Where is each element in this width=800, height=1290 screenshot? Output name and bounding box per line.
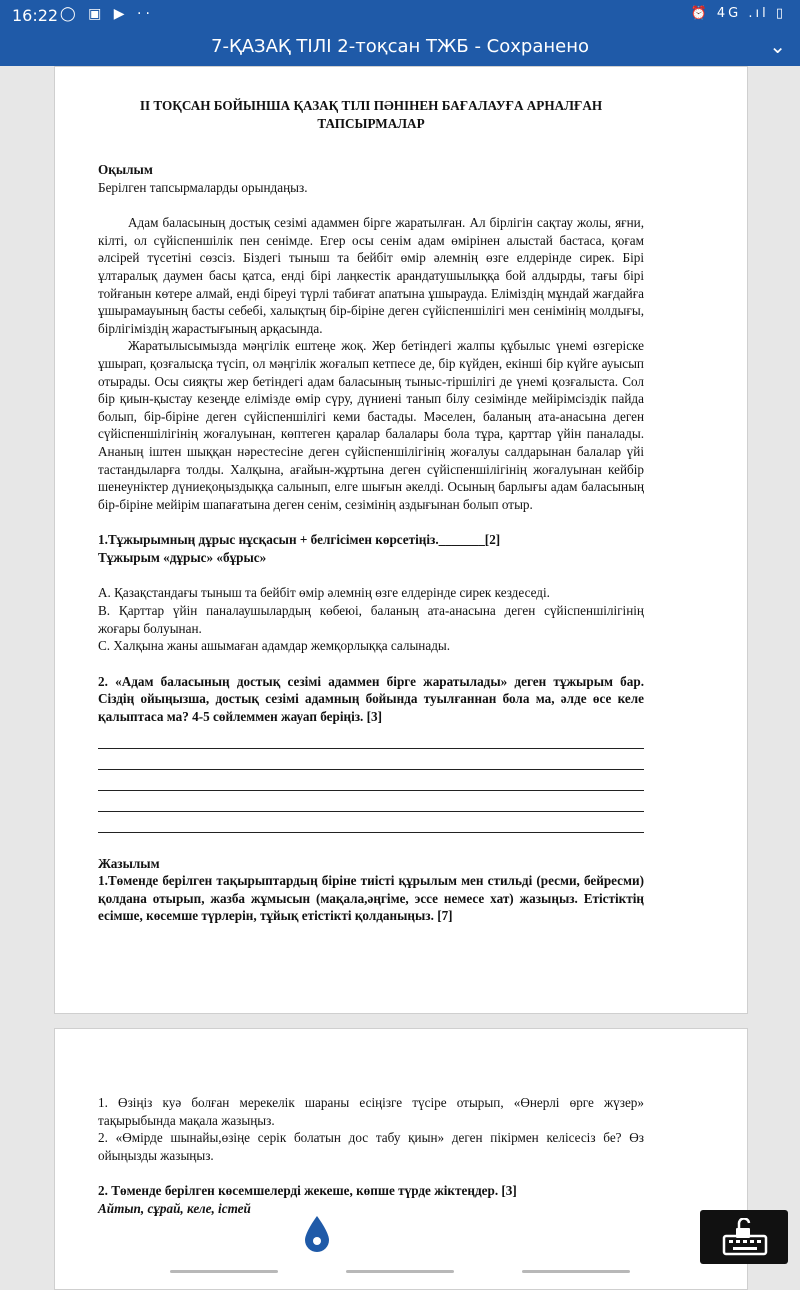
writing-task-1: 1.Төменде берілген тақырыптардың біріне тиісті құрылым мен стильді (ресми, бейресми) қолдана отырып, жазба жұмысын (мақала,әңгіме, эссе немесе хат) жазыңыз. Етістіктің есімше, көсемше түрлерін, тұйық етістікті қолданыңыз. [7] <box>98 873 644 924</box>
page-2-content <box>98 1094 644 1218</box>
option-b: В. Қарттар үйін паналаушылардың көбеюі, баланың ата-анасына деген сүйіспеншілігінің жоғары болуынан. <box>98 603 644 636</box>
option-c: С. Халқына жаны ашымаған адамдар жемқорлыққа салынады. <box>98 638 451 654</box>
answer-line <box>98 832 644 833</box>
answer-line <box>98 790 644 791</box>
task-1-subheading: Тұжырым «дұрыс» «бұрыс» <box>98 549 267 565</box>
task-last-words: Айтып, сұрай, келе, істей <box>98 1200 251 1216</box>
option-a: А. Қазақстандағы тыныш та бейбіт өмір әлемнің өзге елдерінде сирек кездеседі. <box>98 585 550 601</box>
task-last: 2. Төменде берілген көсемшелерді жекеше, көпше түрде жіктеңдер. [3] <box>98 1183 517 1199</box>
reading-heading: Оқылым <box>98 162 153 177</box>
document-title[interactable]: 7-ҚАЗАҚ ТІЛІ 2-тоқсан ТЖБ - Сохранено <box>211 36 589 57</box>
text-cursor-handle-icon[interactable] <box>303 1214 331 1254</box>
status-time: 16:22 <box>12 6 59 25</box>
nav-back-button[interactable] <box>522 1270 630 1273</box>
page-1-content <box>98 97 644 925</box>
task-2: 2. «Адам баласының достық сезімі адаммен бірге жаратылады» деген тұжырым бар. Сіздің ойыңызша, достық сезімі адамның бойында туылғаннан бола ма, әлде өсе келе қалыптаса ма? 4-5 сөйлеммен жауап беріңіз. [3] <box>98 673 644 725</box>
edit-mode-button[interactable] <box>700 1210 788 1264</box>
status-bar <box>0 0 800 30</box>
answer-line <box>98 811 644 812</box>
answer-line <box>98 748 644 749</box>
paragraph-1: Адам баласының достық сезімі адаммен бірге жаратылған. Ал бірлігін сақтау жолы, яғни, кілті, ол сүйіспеншілік пен сенімде. Егер осы сенім адам өмірінен алыстай бастаса, қоғам әлсірей түсетіні сөзсіз. Біздегі тыныш та бейбіт өмір әлемнің өзге елдерінде сирек. Бірі ұлтаралық даумен басы қатса, енді бірі лаңкестік арандатушылыққа бой алдырды, тағы бірі тойғанын көтере алмай, енді біреуі түрлі табиғат апатына ұшырауда. Еліміздің мұндай жағдайға ұшырамауының басты себебі, халықтың бір-біріне деген сүйіспеншілігі мен сенімінің молдығы, бірлігіміздің жарастығының арқасында. <box>98 215 644 336</box>
topic-1: 1. Өзіңіз куә болған мерекелік шараны есіңізге түсіре отырып, «Өнерлі өрге жүзер» тақырыбында мақала жазыңыз. <box>98 1095 644 1128</box>
writing-heading: Жазылым <box>98 855 160 871</box>
system-status-icons: ⏰ 4G .ıl ▯ <box>690 6 786 21</box>
nav-home-button[interactable] <box>346 1270 454 1273</box>
paragraph-2: Жаратылысымызда мәңгілік ештеңе жоқ. Жер бетіндегі жалпы құбылыс үнемі өзгеріске ұшырап, қозғалысқа түсіп, ол мәңгілік жоғалып кетпесе де, бір күйден, екінші бір күйге ауысып отырады. Осы сияқты жер бетіндегі адам баласының тыныс-тіршілігі де үнемі қозғалыста. Сол бір қиын-қыстау кезеңде елімізде өмір сүру, дүниені танып білу сезімінде мейірімсіздік пайда болып, бір-біріне деген сүйіспеншілігі кеми бастады. Мәселен, баланың ата-анасына деген сүйіспеншілігінің жоғалуынан, көптеген қаралар балалары бола тұра, қарттар үйін паналады. Ананың іштен шыққан нәрестесіне деген сүйіспеншілігінің жоғалуы салдарынан балалар үйі тастандыларға толды. Халқына, ағайын-жұртына деген сүйіспеншілігінің жоғалуынан кейбір шенеуніктер дүниеқоңыздыққа салынып, елге шығын әкелді. Осының барлығы адам баласының бір-біріне мейірім шапағатына деген сенім, сезімінің аздығынан болып отыр. <box>98 338 644 512</box>
doc-title-line-2: ТАПСЫРМАЛАР <box>317 116 425 131</box>
reading-instruction: Берілген тапсырмаларды орындаңыз. <box>98 179 308 195</box>
answer-line <box>98 769 644 770</box>
doc-title-line-1: ІІ ТОҚСАН БОЙЫНША ҚАЗАҚ ТІЛІ ПӘНІНЕН БАҒАЛАУҒА АРНАЛҒАН <box>139 98 603 113</box>
task-1-heading: 1.Тұжырымның дұрыс нұсқасын + белгісімен көрсетіңіз._______[2] <box>98 532 501 548</box>
app-bar <box>0 30 800 66</box>
chevron-down-icon[interactable]: ⌄ <box>769 34 786 58</box>
topic-2: 2. «Өмірде шынайы,өзіңе серік болатын дос табу қиын» деген пікірмен келісесіз бе? Өз ойыңызды жазыңыз. <box>98 1130 644 1163</box>
keyboard-unlock-icon <box>722 1218 768 1256</box>
nav-recents-button[interactable] <box>170 1270 278 1273</box>
navigation-bar <box>0 1262 800 1280</box>
notification-icons: ◯ ▣ ▶ ·· <box>60 6 154 22</box>
